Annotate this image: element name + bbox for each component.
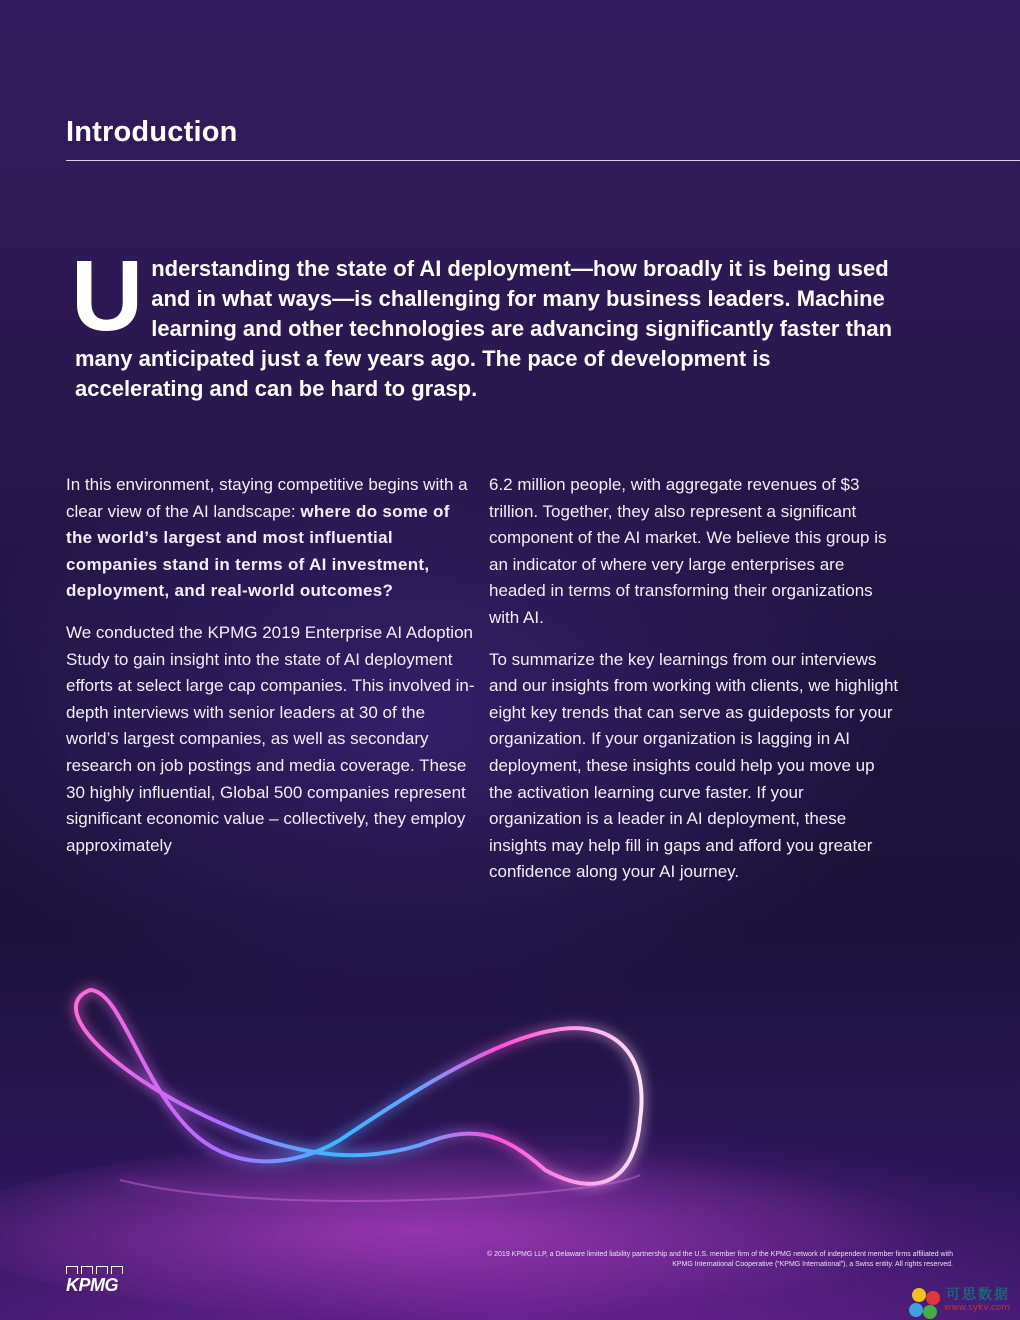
lead-text: nderstanding the state of AI deployment—how broadly it is being used and in what ways—is challenging for many business leaders. Machine learning and other technologies are advancing significantly faster than many anticipated just a few years ago. The pace of development is accelerating and can be hard to grasp. [75, 256, 893, 401]
page-title: Introduction [66, 116, 238, 148]
kpmg-logo-icon [66, 1266, 123, 1296]
right-column [489, 472, 899, 901]
color-dots-icon [907, 1286, 943, 1320]
copyright-notice [373, 1250, 953, 1270]
left-paragraph-1-question: where do some of the world’s largest and most influential companies stand in terms of AI investment, deployment, and real-world outcomes? [66, 501, 450, 601]
lead-paragraph [71, 240, 895, 404]
copyright-line-2: KPMG International Cooperative (“KPMG International”), a Swiss entity. All rights reserved. [672, 1261, 953, 1268]
logo-bars [66, 1266, 123, 1274]
logo-text: KPMG [66, 1275, 118, 1295]
title-divider [66, 160, 1020, 161]
watermark-url: www.sykv.com [944, 1303, 1011, 1313]
watermark [904, 1284, 1020, 1320]
right-paragraph-2: To summarize the key learnings from our interviews and our insights from working with clients, we highlight eight key trends that can serve as guideposts for your organization. If your organization is lagging in AI deployment, these insights could help you move up the activation learning curve faster. If your organization is a leader in AI deployment, these insights may help fill in gaps and afford you greater confidence along your AI journey. [489, 649, 899, 882]
copyright-line-1: © 2019 KPMG LLP, a Delaware limited liability partnership and the U.S. member firm of the KPMG network of independent member firms affiliated with [487, 1251, 953, 1258]
left-column [66, 472, 476, 874]
watermark-title: 可思数据 [946, 1287, 1010, 1303]
left-paragraph-1 [66, 472, 476, 605]
left-paragraph-2: We conducted the KPMG 2019 Enterprise AI Adoption Study to gain insight into the state of AI deployment efforts at select large cap companies. This involved in-depth interviews with senior leaders at 30 of the world’s largest companies, as well as secondary research on job postings and media coverage. These 30 highly influential, Global 500 companies represent significant economic value – collectively, they employ approximately [66, 622, 475, 855]
left-paragraph-1-intro: In this environment, staying competitive begins with a clear view of the AI landscape: [66, 475, 468, 521]
right-paragraph-1: 6.2 million people, with aggregate revenues of $3 trillion. Together, they also represent a significant component of the AI market. We believe this group is an indicator of where very large enterprises are headed in terms of transforming their organizations with AI. [489, 475, 887, 627]
drop-cap: U [71, 240, 144, 352]
